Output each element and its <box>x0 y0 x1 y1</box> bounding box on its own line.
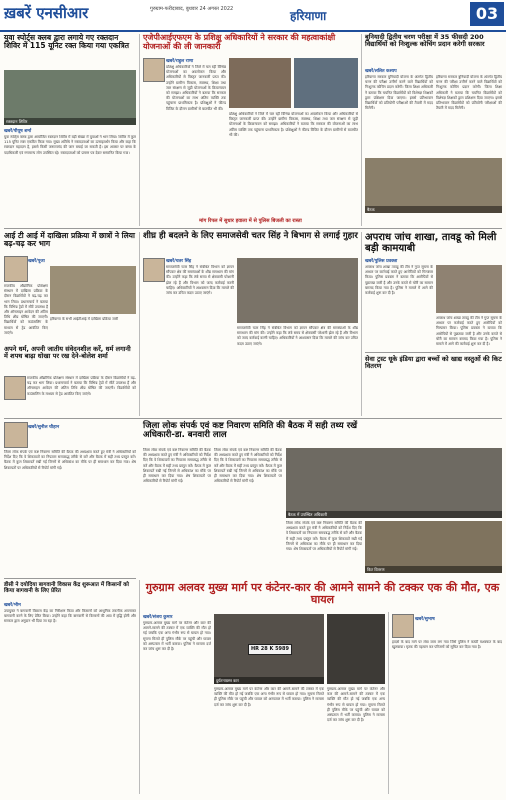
photo-caption: दुर्घटनाग्रस्त कार <box>214 677 324 684</box>
story-divider <box>4 578 136 579</box>
story-body: समाजसेवी चतर सिंह ने संबंधित विभाग को ज्ञापन सौंपकर क्षेत्र की समस्याओं के शीघ्र समाधान की मांग की। उन्होंने कहा कि लंबे समय से क्षेत्रवासी परेशानी झेल रहे हैं और विभाग को जल्द कार्रवाई करनी चाहिए। अधिकारियों ने आश्वासन दिया कि मामले की जांच कर उचित कदम उठाए जाएंगे। <box>166 265 234 296</box>
story-body: युवा स्पोर्ट्स क्लब द्वारा आयोजित रक्तदान शिविर में बड़ी संख्या में युवाओं ने भाग लिया। शिविर में कुल 115 यूनिट रक्त एकत्रित किया गया। मुख्य अतिथि ने रक्तदाताओं का उत्साहवर्धन किया और कहा कि रक्तदान महादान है, इससे किसी जरूरतमंद की जान बचाई जा सकती है। इस अवसर पर क्लब के पदाधिकारी एवं गणमान्य लोग उपस्थित रहे। रक्तदाताओं को प्रमाण पत्र देकर सम्मानित किया गया। <box>4 135 136 155</box>
reporter-avatar <box>4 256 28 282</box>
reporter-avatar <box>143 258 165 282</box>
column-divider <box>361 232 362 416</box>
byline: खबरें/ललित कश्यप <box>365 69 397 74</box>
story-body: जिला लोक संपर्क एवं कष्ट निवारण समिति की बैठक की अध्यक्षता करते हुए मंत्री ने अधिकारियों को निर्देश दिए कि वे शिकायतों का निपटारा समयबद्ध तरीके से करें और बैठक में सही तथ्य प्रस्तुत करें। बैठक में कुल शिकायतें रखी गईं जिनमें से अधिकांश का मौके पर ही समाधान कर दिया गया। शेष शिकायतों पर अधिकारियों से रिपोर्ट मांगी गई। <box>4 450 136 470</box>
story-body-cont: गुरुग्राम-अलवर मुख्य मार्ग पर कंटेनर और कार की आमने-सामने की टक्कर में एक व्यक्ति की मौत हो गई जबकि एक अन्य गंभीर रूप से घायल हो गया। सूचना मिलते ही पुलिस मौके पर पहुंची और घायल को अस्पताल में भर्ती कराया। पुलिस ने मामला दर्ज कर जांच शुरू कर दी है। <box>327 687 385 723</box>
section-divider <box>4 228 502 229</box>
byline: खबरें/सुनील चौहान <box>28 425 60 430</box>
column-divider <box>361 34 362 226</box>
column-divider <box>139 232 140 416</box>
story-headline-iti: आई टी आई में दाखिला प्रक्रिया में छात्रों ने लिया बढ़-चढ़ कर भाग <box>4 231 135 249</box>
trainees-photo-2 <box>294 58 358 108</box>
section-divider <box>4 418 502 419</box>
story-body-cont: जिला लोक संपर्क एवं कष्ट निवारण समिति की बैठक की अध्यक्षता करते हुए मंत्री ने अधिकारियों को निर्देश दिए कि वे शिकायतों का निपटारा समयबद्ध तरीके से करें और बैठक में सही तथ्य प्रस्तुत करें। बैठक में कुल शिकायतें रखी गईं जिनमें से अधिकांश का मौके पर ही समाधान कर दिया गया। शेष शिकायतों पर अधिकारियों से रिपोर्ट मांगी गई। <box>286 521 362 552</box>
story-headline-crime-branch: अपराध जांच शाखा, तावडू को मिली बड़ी कामयाबी <box>365 232 497 254</box>
story-headline-chatar-singh: शीघ्र ही बदलने के लिए समाजसेवी चतर सिंह ने बिभाग से लगाई गुहार <box>143 231 358 241</box>
story-body: प्रशिक्षु अधिकारियों ने जिले में चल रही विभिन्न योजनाओं का अवलोकन किया और अधिकारियों से विस्तृत जानकारी प्राप्त की। उन्होंने ग्रामीण विकास, स्वास्थ्य, शिक्षा तथा जल संरक्षण से जुड़ी योजनाओं के क्रियान्वयन को समझा। अधिकारियों ने बताया कि सरकार की योजनाओं का लाभ अंतिम व्यक्ति तक पहुंचाना प्राथमिकता है। प्रशिक्षुओं ने फील्ड विजिट के दौरान ग्रामीणों से बातचीत भी की। <box>166 65 226 111</box>
story-body: राजकीय औद्योगिक प्रशिक्षण संस्थान में दाखिला प्रक्रिया के दौरान विद्यार्थियों ने बढ़-चढ़ कर भाग लिया। प्रधानाचार्य ने बताया कि विभिन्न ट्रेडों में सीटें उपलब्ध हैं और ऑनलाइन आवेदन की अंतिम तिथि शीघ्र घोषित की जाएगी। विद्यार्थियों को काउंसलिंग के माध्यम से ट्रेड आवंटित किए जाएंगे। <box>27 376 136 396</box>
section-title: हरियाणा <box>290 9 327 23</box>
story-body-cont: हरियाणा के सभी आईटीआई में दाखिला प्रक्रिया जारी <box>50 317 119 321</box>
story-body: राजकीय औद्योगिक प्रशिक्षण संस्थान में दाखिला प्रक्रिया के दौरान विद्यार्थियों ने बढ़-चढ़ कर भाग लिया। प्रधानाचार्य ने बताया कि विभिन्न ट्रेडों में सीटें उपलब्ध हैं और ऑनलाइन आवेदन की अंतिम तिथि शीघ्र घोषित की जाएगी। विद्यार्थियों को काउंसलिंग के माध्यम से ट्रेड आवंटित किए जाएंगे। <box>4 284 48 335</box>
license-plate: HR 28 K 5989 <box>248 644 292 655</box>
meeting-photo <box>286 448 502 518</box>
reporter-avatar <box>4 422 28 448</box>
story-body: हरियाणा सरकार बुनियादी योजना के अंतर्गत द्वितीय चरण की परीक्षा उत्तीर्ण करने वाले विद्यार्थियों को निःशुल्क कोचिंग प्रदान करेगी। जिला शिक्षा अधिकारी ने बताया कि चयनित विद्यार्थियों को विशेषज्ञ शिक्षकों द्वारा प्रशिक्षण दिया जाएगा। इससे प्रतिभावान विद्यार्थियों को प्रतियोगी परीक्षाओं की तैयारी में मदद मिलेगी। <box>365 75 433 111</box>
story-headline-trainees: एजेपीआईएफएम के प्रशिक्षु अधिकारियों ने सरकार की महत्वाकांक्षी योजनाओं की ली जानकारी <box>143 33 336 51</box>
reporter-avatar <box>143 58 165 82</box>
story-body: अपराध जांच शाखा तावडू की टीम ने गुप्त सूचना के आधार पर कार्रवाई करते हुए आरोपियों को गिरफ्तार किया। पुलिस प्रवक्ता ने बताया कि आरोपियों से पूछताछ जारी है और उनके कब्जे से चोरी का सामान बरामद किया गया है। पुलिस ने मामले में आगे की कार्रवाई शुरू कर दी है। <box>365 265 433 296</box>
trainees-photo-1 <box>229 58 291 108</box>
newspaper-logo: ख़बरें एनसीआर <box>4 4 89 22</box>
byline: खबरें/भीम <box>4 603 21 608</box>
photo-caption: बैठक में उपस्थित अधिकारी <box>286 511 502 518</box>
kit-distribution-photo <box>365 521 502 573</box>
column-divider <box>139 580 140 794</box>
story-body-cont: जिला लोक संपर्क एवं कष्ट निवारण समिति की बैठक की अध्यक्षता करते हुए मंत्री ने अधिकारियों को निर्देश दिए कि वे शिकायतों का निपटारा समयबद्ध तरीके से करें और बैठक में सही तथ्य प्रस्तुत करें। बैठक में कुल शिकायतें रखी गईं जिनमें से अधिकांश का मौके पर ही समाधान कर दिया गया। शेष शिकायतों पर अधिकारियों से रिपोर्ट मांगी गई। <box>214 448 282 484</box>
byline: खबरें/सुभाष <box>415 617 435 622</box>
byline: खबरें/राहुल राणा <box>166 59 194 64</box>
story-body-cont: समाजसेवी चतर सिंह ने संबंधित विभाग को ज्ञापन सौंपकर क्षेत्र की समस्याओं के शीघ्र समाधान की मांग की। उन्होंने कहा कि लंबे समय से क्षेत्रवासी परेशानी झेल रहे हैं और विभाग को जल्द कार्रवाई करनी चाहिए। अधिकारियों ने आश्वासन दिया कि मामले की जांच कर उचित कदम उठाए जाएंगे। <box>237 326 358 346</box>
story-headline-coaching: बुनियादी द्वितीय चरण परीक्षा में 35 फीसदी 200 विद्यार्थियों को निःशुल्क कोचिंग प्रदान करेगी सरकार <box>365 33 485 49</box>
story-body-cont: जिला लोक संपर्क एवं कष्ट निवारण समिति की बैठक की अध्यक्षता करते हुए मंत्री ने अधिकारियों को निर्देश दिए कि वे शिकायतों का निपटारा समयबद्ध तरीके से करें और बैठक में सही तथ्य प्रस्तुत करें। बैठक में कुल शिकायतें रखी गईं जिनमें से अधिकांश का मौके पर ही समाधान कर दिया गया। शेष शिकायतों पर अधिकारियों से रिपोर्ट मांगी गई। <box>143 448 211 484</box>
meeting-photo <box>365 158 502 213</box>
byline: खबरें/संजय कुमार <box>143 615 173 620</box>
speaker-avatar <box>4 376 26 400</box>
page-number: 03 <box>470 2 504 26</box>
reporter-avatar <box>392 614 414 638</box>
accused-photo <box>436 265 502 313</box>
photo-caption: बैठक <box>365 206 502 213</box>
accident-scene-photo <box>327 614 385 684</box>
story-headline-quote: अपने धर्म, अपनी जातीय संवेदनशील करें, धर्म लगानी में शपथ बाढ़ा धोखा पर रख देने-बोलेश शर्मा <box>4 345 131 361</box>
story-body: उपायुक्त ने बागवानी विकास केंद्र का निरीक्षण किया और किसानों को आधुनिक तकनीक अपनाकर बागवानी करने के लिए प्रेरित किया। उन्होंने कहा कि बागवानी से किसानों की आय में वृद्धि होगी और सरकार द्वारा अनुदान भी दिया जा रहा है। <box>4 609 136 624</box>
photo-caption: रक्तदान शिविर <box>4 118 136 125</box>
byline: खबरें/पीयूष शर्मा <box>4 129 32 134</box>
story-headline-kit-distribution: सेवा ट्रस्ट धूके इंडिया द्वारा बच्चों को खाद्य वस्तुओं की किट वितरण <box>365 355 502 371</box>
story-body-cont: प्रशिक्षु अधिकारियों ने जिले में चल रही विभिन्न योजनाओं का अवलोकन किया और अधिकारियों से विस्तृत जानकारी प्राप्त की। उन्होंने ग्रामीण विकास, स्वास्थ्य, शिक्षा तथा जल संरक्षण से जुड़ी योजनाओं के क्रियान्वयन को समझा। अधिकारियों ने बताया कि सरकार की योजनाओं का लाभ अंतिम व्यक्ति तक पहुंचाना प्राथमिकता है। प्रशिक्षुओं ने फील्ड विजिट के दौरान ग्रामीणों से बातचीत भी की। <box>229 112 358 137</box>
story-body: गुरुग्राम-अलवर मुख्य मार्ग पर कंटेनर और कार की आमने-सामने की टक्कर में एक व्यक्ति की मौत हो गई जबकि एक अन्य गंभीर रूप से घायल हो गया। सूचना मिलते ही पुलिस मौके पर पहुंची और घायल को अस्पताल में भर्ती कराया। पुलिस ने मामला दर्ज कर जांच शुरू कर दी है। <box>143 621 211 652</box>
story-headline-accident: गुरुग्राम अलवर मुख्य मार्ग पर कंटेनर-कार की आमने सामने की टक्कर एक की मौत, एक घायल <box>145 581 500 607</box>
news-strip: मांग रिपल में सुधार हवाला में से पुलिस बिजली का रास्ता <box>199 218 302 224</box>
story-headline-grievance-meeting: जिला लोक संपर्क एवं कष्ट निवारण समिति की बैठक में सही तथ्य रखें अधिकारी-डा. बनवारी लाल <box>143 421 358 441</box>
story-headline-horticulture: डीसी ने दयोदिया बागवानी विकास केंद्र शुरूआत में किसानों को किया बागवानी के लिए प्रेरित <box>4 582 129 595</box>
story-headline-blood-camp: युवा स्पोर्ट्स क्लब द्वारा लगाये गए रक्तदान शिविर में 115 यूनिट रक्त किया गया एकत्रित <box>4 33 130 51</box>
blood-camp-photo <box>4 70 136 125</box>
masthead <box>0 0 506 32</box>
street-photo <box>237 258 358 323</box>
story-body-cont: अपराध जांच शाखा तावडू की टीम ने गुप्त सूचना के आधार पर कार्रवाई करते हुए आरोपियों को गिरफ्तार किया। पुलिस प्रवक्ता ने बताया कि आरोपियों से पूछताछ जारी है और उनके कब्जे से चोरी का सामान बरामद किया गया है। पुलिस ने मामले में आगे की कार्रवाई शुरू कर दी है। <box>436 316 502 347</box>
byline: खबरें/चतर सिंह <box>166 259 192 264</box>
story-body-cont: हरियाणा सरकार बुनियादी योजना के अंतर्गत द्वितीय चरण की परीक्षा उत्तीर्ण करने वाले विद्यार्थियों को निःशुल्क कोचिंग प्रदान करेगी। जिला शिक्षा अधिकारी ने बताया कि चयनित विद्यार्थियों को विशेषज्ञ शिक्षकों द्वारा प्रशिक्षण दिया जाएगा। इससे प्रतिभावान विद्यार्थियों को प्रतियोगी परीक्षाओं की तैयारी में मदद मिलेगी। <box>436 75 502 111</box>
column-divider <box>139 34 140 226</box>
column-divider <box>388 612 389 794</box>
story-divider <box>365 352 502 353</box>
photo-caption: किट वितरण <box>365 566 502 573</box>
story-body: हादसे के बाद मार्ग पर लंबा जाम लग गया जिसे पुलिस ने काफी मशक्कत के बाद खुलवाया। मृतक की पहचान कर परिजनों को सूचित कर दिया गया है। <box>392 640 502 650</box>
iti-student-photo <box>50 266 136 314</box>
byline: खबरें/पुलिस प्रवक्ता <box>365 259 398 264</box>
story-body-cont: गुरुग्राम-अलवर मुख्य मार्ग पर कंटेनर और कार की आमने-सामने की टक्कर में एक व्यक्ति की मौत हो गई जबकि एक अन्य गंभीर रूप से घायल हो गया। सूचना मिलते ही पुलिस मौके पर पहुंची और घायल को अस्पताल में भर्ती कराया। पुलिस ने मामला दर्ज कर जांच शुरू कर दी है। <box>214 687 324 707</box>
byline: खबरें/पूजा <box>28 259 45 264</box>
date-line: गुरुग्राम-फरीदाबाद, बुधवार 24 अगस्त 2022 <box>150 6 234 12</box>
accident-car-photo <box>214 614 324 684</box>
